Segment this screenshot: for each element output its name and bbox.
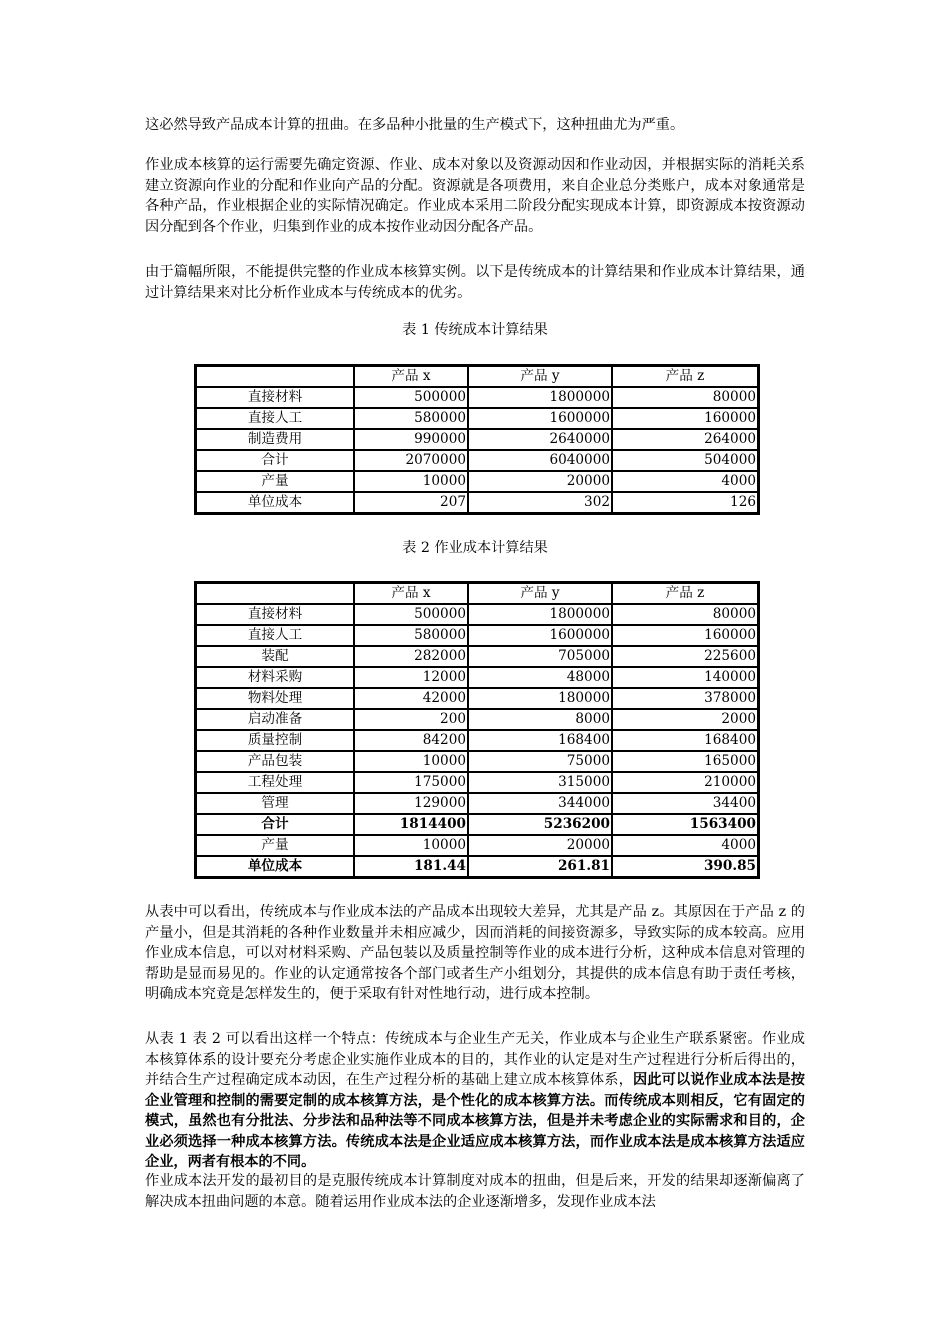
cell-x: 282000	[354, 646, 468, 667]
cell-y: 5236200	[468, 814, 612, 835]
paragraph-3: 由于篇幅所限，不能提供完整的作业成本核算实例。以下是传统成本的计算结果和作业成本计算结果，通过计算结果来对比分析作业成本与传统成本的优劣。	[145, 264, 805, 301]
cell-z: 168400	[612, 730, 758, 751]
paragraph-5-bold-text: 因此可以说作业成本法是按企业管理和控制的需要定制的成本核算方法，是个性化的成本核算方法。而传统成本则相反，它有固定的模式，虽然也有分批法、分步法和品种法等不同成本核算方法，但是并未考虑企业的实际需求和目的，企业必须选择一种成本核算方法。传统成本法是企业适应成本核算方法，而作业成本法是成本核算方法适应企业，两者有根本的不同。	[145, 1072, 805, 1170]
cell-z: 225600	[612, 646, 758, 667]
cell-y: 1800000	[468, 604, 612, 625]
cell-z: 378000	[612, 688, 758, 709]
cell-x: 2070000	[354, 450, 468, 471]
table1-header-cell: 产品 x	[354, 366, 468, 387]
row-label: 启动准备	[196, 709, 354, 730]
cell-y: 302	[468, 492, 612, 513]
table2-header-cell	[196, 583, 354, 604]
row-label: 直接材料	[196, 604, 354, 625]
table-row	[196, 408, 758, 429]
row-label: 质量控制	[196, 730, 354, 751]
row-label: 产量	[196, 835, 354, 856]
row-label: 合计	[196, 450, 354, 471]
cell-z: 160000	[612, 625, 758, 646]
table-row	[196, 604, 758, 625]
row-label: 直接人工	[196, 408, 354, 429]
cell-x: 1814400	[354, 814, 468, 835]
cell-y: 2640000	[468, 429, 612, 450]
paragraph-1: 这必然导致产品成本计算的扭曲。在多品种小批量的生产模式下，这种扭曲尤为严重。	[145, 117, 685, 133]
cell-z: 34400	[612, 793, 758, 814]
cell-y: 75000	[468, 751, 612, 772]
table-row-total	[196, 814, 758, 835]
table-row	[196, 835, 758, 856]
table1-traditional-cost	[194, 364, 760, 515]
cell-x: 42000	[354, 688, 468, 709]
cell-y: 180000	[468, 688, 612, 709]
cell-y: 261.81	[468, 856, 612, 877]
table2-caption: 表 2 作业成本计算结果	[402, 540, 548, 556]
cell-z: 126	[612, 492, 758, 513]
table2-header-cell: 产品 z	[612, 583, 758, 604]
cell-y: 1600000	[468, 625, 612, 646]
cell-x: 990000	[354, 429, 468, 450]
cell-x: 500000	[354, 387, 468, 408]
cell-z: 160000	[612, 408, 758, 429]
table2-header-cell: 产品 x	[354, 583, 468, 604]
cell-x: 10000	[354, 471, 468, 492]
cell-z: 4000	[612, 835, 758, 856]
row-label: 产品包装	[196, 751, 354, 772]
paragraph-2: 作业成本核算的运行需要先确定资源、作业、成本对象以及资源动因和作业动因，并根据实际的消耗关系建立资源向作业的分配和作业向产品的分配。资源就是各项费用，来自企业总分类账户，成本对象通常是各种产品，作业根据企业的实际情况确定。作业成本采用二阶段分配实现成本计算，即资源成本按资源动因分配到各个作业，归集到作业的成本按作业动因分配各产品。	[145, 157, 805, 235]
table-row	[196, 646, 758, 667]
cell-x: 10000	[354, 835, 468, 856]
table-row	[196, 471, 758, 492]
table-row	[196, 492, 758, 513]
cell-y: 48000	[468, 667, 612, 688]
table-row	[196, 793, 758, 814]
row-label: 合计	[196, 814, 354, 835]
cell-y: 6040000	[468, 450, 612, 471]
cell-z: 140000	[612, 667, 758, 688]
row-label: 产量	[196, 471, 354, 492]
table1-header-cell: 产品 y	[468, 366, 612, 387]
table-row	[196, 625, 758, 646]
cell-z: 165000	[612, 751, 758, 772]
table2-activity-cost	[194, 581, 760, 879]
cell-z: 210000	[612, 772, 758, 793]
table-row	[196, 667, 758, 688]
row-label: 直接人工	[196, 625, 354, 646]
cell-z: 1563400	[612, 814, 758, 835]
cell-y: 8000	[468, 709, 612, 730]
row-label: 管理	[196, 793, 354, 814]
table-row	[196, 688, 758, 709]
cell-x: 84200	[354, 730, 468, 751]
row-label: 直接材料	[196, 387, 354, 408]
cell-y: 1600000	[468, 408, 612, 429]
cell-z: 80000	[612, 387, 758, 408]
row-label: 装配	[196, 646, 354, 667]
cell-x: 181.44	[354, 856, 468, 877]
table-row	[196, 709, 758, 730]
paragraph-6: 作业成本法开发的最初目的是克服传统成本计算制度对成本的扭曲，但是后来，开发的结果却逐渐偏离了解决成本扭曲问题的本意。随着运用作业成本法的企业逐渐增多，发现作业成本法	[145, 1173, 805, 1210]
paragraph-5	[145, 1029, 805, 1173]
cell-z: 80000	[612, 604, 758, 625]
cell-y: 315000	[468, 772, 612, 793]
table-row	[196, 450, 758, 471]
cell-x: 207	[354, 492, 468, 513]
row-label: 物料处理	[196, 688, 354, 709]
table-row	[196, 429, 758, 450]
row-label: 工程处理	[196, 772, 354, 793]
row-label: 单位成本	[196, 492, 354, 513]
paragraph-4: 从表中可以看出，传统成本与作业成本法的产品成本出现较大差异，尤其是产品 z。其原因在于产品 z 的产量小，但是其消耗的各种作业数量并未相应减少，因而消耗的间接资源多，导致实际的成本较高。应用作业成本信息，可以对材料采购、产品包装以及质量控制等作业的成本进行分析，这种成本信息对管理的帮助是显而易见的。作业的认定通常按各个部门或者生产小组划分，其提供的成本信息有助于责任考核，明确成本究竟是怎样发生的，便于采取有针对性地行动，进行成本控制。	[145, 904, 805, 1002]
cell-z: 264000	[612, 429, 758, 450]
cell-x: 580000	[354, 625, 468, 646]
table1-header-cell	[196, 366, 354, 387]
cell-y: 344000	[468, 793, 612, 814]
row-label: 制造费用	[196, 429, 354, 450]
table-row-unit-cost	[196, 856, 758, 877]
row-label: 单位成本	[196, 856, 354, 877]
cell-x: 10000	[354, 751, 468, 772]
table1-header-row	[196, 366, 758, 387]
paragraph-5-text: 从表 1 表 2 可以看出这样一个特点：传统成本与企业生产无关，作业成本与企业生产联系紧密。作业成本核算体系的设计要充分考虑企业实施作业成本的目的，其作业的认定是对生产过程进行分析后得出的，并结合生产过程确定成本动因，在生产过程分析的基础上建立成本核算体系，	[145, 1031, 805, 1088]
cell-z: 4000	[612, 471, 758, 492]
cell-x: 12000	[354, 667, 468, 688]
cell-x: 175000	[354, 772, 468, 793]
table-row	[196, 751, 758, 772]
cell-z: 2000	[612, 709, 758, 730]
cell-y: 705000	[468, 646, 612, 667]
table1-caption: 表 1 传统成本计算结果	[402, 322, 548, 338]
cell-y: 168400	[468, 730, 612, 751]
row-label: 材料采购	[196, 667, 354, 688]
table-row	[196, 772, 758, 793]
cell-y: 20000	[468, 471, 612, 492]
cell-y: 1800000	[468, 387, 612, 408]
table-row	[196, 387, 758, 408]
table-row	[196, 730, 758, 751]
table1-header-cell: 产品 z	[612, 366, 758, 387]
cell-z: 504000	[612, 450, 758, 471]
cell-y: 20000	[468, 835, 612, 856]
cell-x: 580000	[354, 408, 468, 429]
cell-x: 129000	[354, 793, 468, 814]
cell-z: 390.85	[612, 856, 758, 877]
table2-header-row	[196, 583, 758, 604]
cell-x: 200	[354, 709, 468, 730]
cell-x: 500000	[354, 604, 468, 625]
table2-header-cell: 产品 y	[468, 583, 612, 604]
